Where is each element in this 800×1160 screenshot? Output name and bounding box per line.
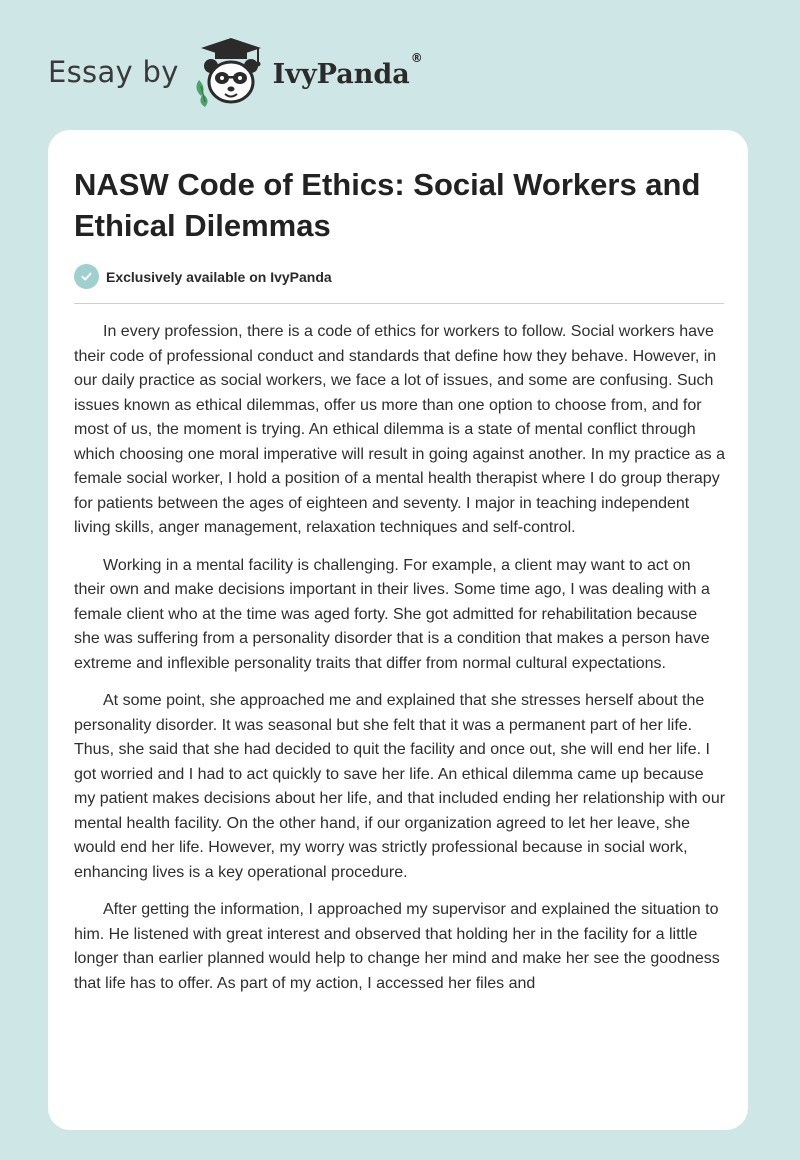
- ivypanda-logo-icon: [189, 36, 269, 108]
- page-title: NASW Code of Ethics: Social Workers and Ethical Dilemmas: [74, 167, 701, 243]
- paragraph-1: In every profession, there is a code of ethics for workers to follow. Social workers have their code of professional conduct and standards that define how they behave. However, in our daily practice as social workers, we face a lot of issues, and some are confusing. Such issues known as ethical dilemmas, offer us more than one option to choose from, and for most of us, the moment is trying. An ethical dilemma is a state of mental conflict through which choosing one moral imperative will result in going against another. In my practice as a female social worker, I hold a position of a mental health therapist where I do group therapy for patients between the ages of eighteen and seventy. I major in teaching independent living skills, anger management, relaxation techniques and self-control.: [74, 323, 725, 536]
- divider: [74, 303, 724, 304]
- exclusive-badge-text: Exclusively available on IvyPanda: [106, 268, 332, 285]
- site-header: [48, 36, 423, 108]
- registered-mark: ®: [410, 50, 423, 65]
- exclusive-badge: [74, 264, 332, 289]
- brand-name-text: IvyPanda: [272, 58, 410, 90]
- check-icon: [74, 264, 99, 289]
- paragraph-2: Working in a mental facility is challenging. For example, a client may want to act on their own and make decisions important in their lives. Some time ago, I was dealing with a female client who at the time was aged forty. She got admitted for rehabilitation because she was suffering from a personality disorder that is a condition that makes a person have extreme and inflexible personality traits that differ from normal cultural expectations.: [74, 556, 710, 672]
- essay-by-label: Essay by: [48, 55, 179, 89]
- paragraph-4: After getting the information, I approached my supervisor and explained the situation to him. He listened with great interest and observed that holding her in the facility for a little longer than earlier planned would help to change her mind and make her see the goodness that life has to offer. As part of my action, I accessed her files and: [74, 901, 720, 992]
- essay-card: [48, 130, 748, 1130]
- paragraph-3: At some point, she approached me and explained that she stresses herself about the personality disorder. It was seasonal but she felt that it was a permanent part of her life. Thus, she said that she had decided to quit the facility and once out, she will end her life. I got worried and I had to act quickly to save her life. An ethical dilemma came up because my patient makes decisions about her life, and that included ending her relationship with our mental health facility. On the other hand, if our organization agreed to let her leave, she would end her life. However, my worry was strictly professional because in social work, enhancing lives is a key operational procedure.: [74, 692, 726, 881]
- brand-name: [272, 50, 423, 90]
- essay-body: [74, 320, 726, 1009]
